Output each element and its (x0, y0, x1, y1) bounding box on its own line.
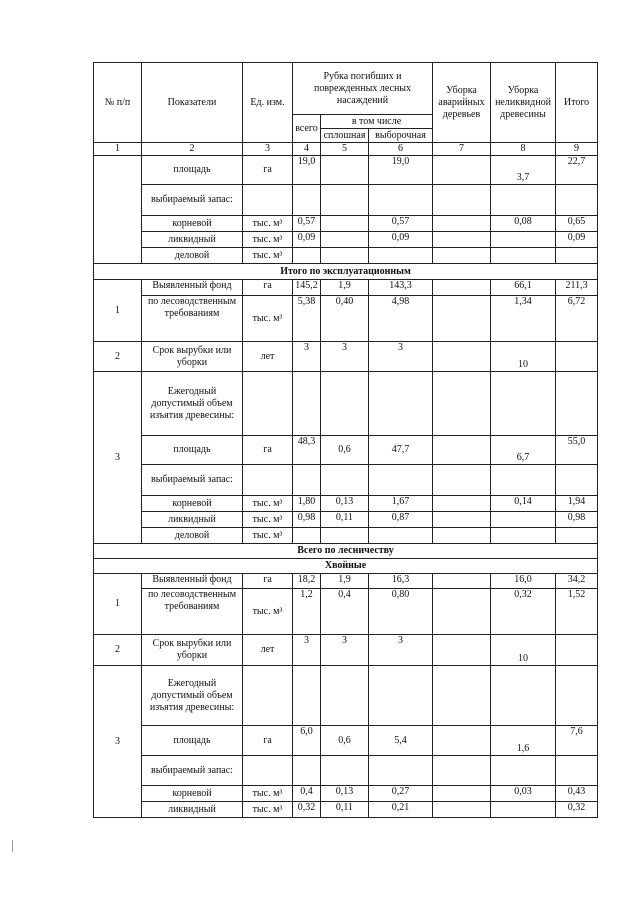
value-cell (433, 726, 491, 756)
value-cell (491, 372, 556, 436)
value-cell (321, 372, 369, 436)
value-cell: 3 (293, 635, 321, 666)
forest-felling-table (93, 62, 598, 818)
value-cell: 1,9 (321, 280, 369, 296)
value-cell (321, 528, 369, 544)
value-cell (369, 372, 433, 436)
value-cell: 0,13 (321, 496, 369, 512)
value-cell (293, 248, 321, 264)
value-cell (293, 528, 321, 544)
value-cell: 1,80 (293, 496, 321, 512)
value-cell: 0,13 (321, 786, 369, 802)
value-cell (321, 156, 369, 185)
unit-cell: тыс. м³ (243, 589, 293, 635)
indicator-name: по лесоводственным требованиям (142, 589, 243, 635)
value-cell (433, 436, 491, 465)
value-cell: 5,4 (369, 726, 433, 756)
value-cell (321, 666, 369, 726)
value-cell: 18,2 (293, 574, 321, 589)
value-cell (491, 465, 556, 496)
col-number: 2 (142, 143, 243, 156)
value-cell (369, 666, 433, 726)
value-cell: 0,09 (556, 232, 598, 248)
value-cell: 6,0 (293, 726, 321, 756)
value-cell (369, 185, 433, 216)
indicator-name: Срок вырубки или уборки (142, 635, 243, 666)
value-cell (433, 756, 491, 786)
num-cell (94, 156, 142, 264)
value-cell (321, 185, 369, 216)
value-cell (293, 756, 321, 786)
row-number: 1 (94, 280, 142, 342)
unit-cell: га (243, 280, 293, 296)
value-cell (433, 232, 491, 248)
indicator-name: корневой (142, 216, 243, 232)
unit-cell: тыс. м³ (243, 496, 293, 512)
indicator-name: выбираемый запас: (142, 756, 243, 786)
header-illiquid: Уборка неликвидной древесины (491, 63, 556, 143)
value-cell (433, 574, 491, 589)
value-cell: 3 (369, 635, 433, 666)
value-cell (433, 216, 491, 232)
value-cell: 0,87 (369, 512, 433, 528)
value-cell: 5,38 (293, 296, 321, 342)
value-cell: 4,98 (369, 296, 433, 342)
value-cell (321, 216, 369, 232)
value-cell (491, 185, 556, 216)
value-cell (556, 185, 598, 216)
value-cell: 1,52 (556, 589, 598, 635)
value-cell: 19,0 (293, 156, 321, 185)
indicator-name: корневой (142, 496, 243, 512)
row-number: 2 (94, 635, 142, 666)
value-cell: 16,3 (369, 574, 433, 589)
value-cell: 3 (293, 342, 321, 372)
indicator-name: Выявленный фонд (142, 280, 243, 296)
value-cell (293, 666, 321, 726)
value-cell (491, 756, 556, 786)
value-cell: 7,6 (556, 726, 598, 756)
header-selective: выборочная (369, 129, 433, 143)
value-cell: 34,2 (556, 574, 598, 589)
value-cell: 0,32 (491, 589, 556, 635)
col-number: 7 (433, 143, 491, 156)
value-cell (491, 248, 556, 264)
value-cell (556, 342, 598, 372)
value-cell: 0,32 (293, 802, 321, 818)
value-cell: 1,6 (491, 726, 556, 756)
value-cell: 0,98 (293, 512, 321, 528)
value-cell: 0,14 (491, 496, 556, 512)
value-cell: 3 (321, 635, 369, 666)
unit-cell (243, 372, 293, 436)
value-cell: 10 (491, 635, 556, 666)
indicator-name: площадь (142, 156, 243, 185)
unit-cell: тыс. м³ (243, 802, 293, 818)
value-cell (556, 465, 598, 496)
value-cell (321, 232, 369, 248)
value-cell: 3 (369, 342, 433, 372)
col-number: 8 (491, 143, 556, 156)
value-cell: 211,3 (556, 280, 598, 296)
section-title: Итого по эксплуатационным (94, 264, 598, 280)
value-cell: 3 (321, 342, 369, 372)
header-total: всего (293, 115, 321, 143)
value-cell: 66,1 (491, 280, 556, 296)
value-cell: 0,98 (556, 512, 598, 528)
unit-cell: тыс. м³ (243, 232, 293, 248)
value-cell: 0,11 (321, 802, 369, 818)
header-indicator: Показатели (142, 63, 243, 143)
value-cell (491, 528, 556, 544)
value-cell (556, 372, 598, 436)
header-sum: Итого (556, 63, 598, 143)
indicator-name: ликвидный (142, 512, 243, 528)
value-cell (293, 372, 321, 436)
value-cell (556, 666, 598, 726)
unit-cell: тыс. м³ (243, 512, 293, 528)
value-cell: 1,94 (556, 496, 598, 512)
value-cell: 1,67 (369, 496, 433, 512)
value-cell (433, 635, 491, 666)
row-number: 2 (94, 342, 142, 372)
value-cell (321, 248, 369, 264)
col-number: 4 (293, 143, 321, 156)
col-number: 1 (94, 143, 142, 156)
unit-cell: лет (243, 342, 293, 372)
indicator-name: Ежегодный допустимый объем изъятия древесины: (142, 372, 243, 436)
value-cell (433, 802, 491, 818)
value-cell (433, 372, 491, 436)
indicator-name: деловой (142, 528, 243, 544)
value-cell: 1,9 (321, 574, 369, 589)
value-cell: 1,34 (491, 296, 556, 342)
value-cell (433, 248, 491, 264)
value-cell: 0,11 (321, 512, 369, 528)
indicator-name: Ежегодный допустимый объем изъятия древесины: (142, 666, 243, 726)
value-cell (433, 185, 491, 216)
indicator-name: площадь (142, 436, 243, 465)
value-cell (556, 248, 598, 264)
value-cell: 0,43 (556, 786, 598, 802)
scan-edge-mark (12, 840, 13, 852)
unit-cell: лет (243, 635, 293, 666)
col-number: 5 (321, 143, 369, 156)
value-cell: 0,21 (369, 802, 433, 818)
unit-cell: га (243, 436, 293, 465)
value-cell: 0,32 (556, 802, 598, 818)
value-cell (369, 248, 433, 264)
section-title: Всего по лесничеству (94, 544, 598, 559)
value-cell: 0,80 (369, 589, 433, 635)
value-cell: 143,3 (369, 280, 433, 296)
indicator-name: выбираемый запас: (142, 185, 243, 216)
value-cell (491, 512, 556, 528)
value-cell (369, 756, 433, 786)
col-number: 6 (369, 143, 433, 156)
value-cell (369, 528, 433, 544)
value-cell: 55,0 (556, 436, 598, 465)
value-cell: 10 (491, 342, 556, 372)
indicator-name: деловой (142, 248, 243, 264)
value-cell: 0,03 (491, 786, 556, 802)
value-cell: 0,6 (321, 436, 369, 465)
value-cell: 0,57 (293, 216, 321, 232)
indicator-name: Срок вырубки или уборки (142, 342, 243, 372)
value-cell (433, 156, 491, 185)
value-cell: 6,72 (556, 296, 598, 342)
header-felling: Рубка погибших и поврежденных лесных насаждений (293, 63, 433, 115)
unit-cell: га (243, 574, 293, 589)
value-cell (433, 496, 491, 512)
unit-cell: тыс. м³ (243, 786, 293, 802)
unit-cell (243, 666, 293, 726)
row-number: 3 (94, 372, 142, 544)
indicator-name: Выявленный фонд (142, 574, 243, 589)
indicator-name: ликвидный (142, 232, 243, 248)
header-incl: в том числе (321, 115, 433, 129)
unit-cell: тыс. м³ (243, 528, 293, 544)
value-cell (433, 465, 491, 496)
indicator-name: по лесоводственным требованиям (142, 296, 243, 342)
header-clear: сплошная (321, 129, 369, 143)
value-cell: 3,7 (491, 156, 556, 185)
value-cell: 0,4 (293, 786, 321, 802)
section-subtitle: Хвойные (94, 559, 598, 574)
col-number: 3 (243, 143, 293, 156)
unit-cell (243, 185, 293, 216)
header-num: № п/п (94, 63, 142, 143)
row-number: 3 (94, 666, 142, 818)
value-cell: 0,40 (321, 296, 369, 342)
value-cell: 0,27 (369, 786, 433, 802)
value-cell (433, 342, 491, 372)
value-cell (491, 232, 556, 248)
unit-cell (243, 465, 293, 496)
value-cell: 0,65 (556, 216, 598, 232)
value-cell (433, 666, 491, 726)
unit-cell (243, 756, 293, 786)
value-cell (556, 756, 598, 786)
header-emergency: Уборка аварийных деревьев (433, 63, 491, 143)
unit-cell: тыс. м³ (243, 248, 293, 264)
value-cell: 6,7 (491, 436, 556, 465)
header-unit: Ед. изм. (243, 63, 293, 143)
value-cell (293, 185, 321, 216)
value-cell (433, 280, 491, 296)
col-number: 9 (556, 143, 598, 156)
unit-cell: тыс. м³ (243, 296, 293, 342)
unit-cell: тыс. м³ (243, 216, 293, 232)
value-cell: 1,2 (293, 589, 321, 635)
indicator-name: ликвидный (142, 802, 243, 818)
indicator-name: корневой (142, 786, 243, 802)
value-cell (369, 465, 433, 496)
value-cell (433, 296, 491, 342)
value-cell: 0,57 (369, 216, 433, 232)
value-cell: 0,09 (369, 232, 433, 248)
value-cell (556, 635, 598, 666)
value-cell (433, 528, 491, 544)
value-cell (321, 756, 369, 786)
indicator-name: выбираемый запас: (142, 465, 243, 496)
unit-cell: га (243, 726, 293, 756)
value-cell: 22,7 (556, 156, 598, 185)
value-cell (433, 786, 491, 802)
value-cell: 47,7 (369, 436, 433, 465)
value-cell: 0,08 (491, 216, 556, 232)
value-cell: 48,3 (293, 436, 321, 465)
value-cell (433, 512, 491, 528)
value-cell: 0,6 (321, 726, 369, 756)
value-cell (556, 528, 598, 544)
value-cell (433, 589, 491, 635)
unit-cell: га (243, 156, 293, 185)
value-cell (321, 465, 369, 496)
value-cell (491, 802, 556, 818)
row-number: 1 (94, 574, 142, 635)
value-cell: 19,0 (369, 156, 433, 185)
value-cell (491, 666, 556, 726)
value-cell: 0,4 (321, 589, 369, 635)
value-cell (293, 465, 321, 496)
indicator-name: площадь (142, 726, 243, 756)
value-cell: 16,0 (491, 574, 556, 589)
value-cell: 145,2 (293, 280, 321, 296)
value-cell: 0,09 (293, 232, 321, 248)
